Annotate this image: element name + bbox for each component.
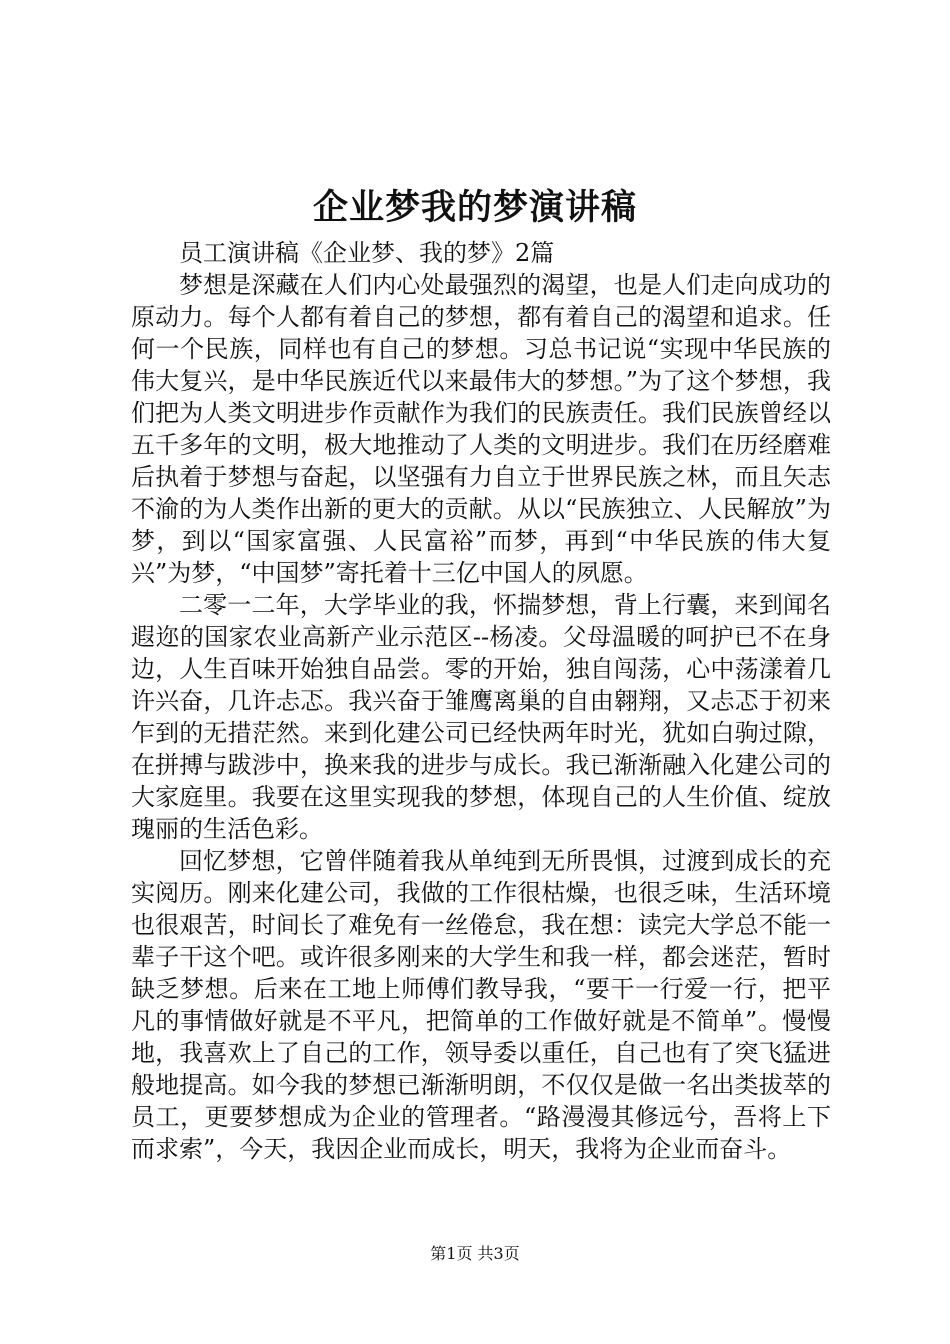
document-title: 企业梦我的梦演讲稿 <box>312 187 637 228</box>
body-paragraph: 回忆梦想，它曾伴随着我从单纯到无所畏惧，过渡到成长的充实阅历。刚来化建公司，我做的工作很枯燥，也很乏味，生活环境也很艰苦，时间长了难免有一丝倦怠，我在想：读完大学总不能一辈子干这个吧。或许很多刚来的大学生和我一样，都会迷茫，暂时缺乏梦想。后来在工地上师傅们教导我，“要干一行爱一行，把平凡的事情做好就是不平凡，把简单的工作做好就是不简单”。慢慢地，我喜欢上了自己的工作，领导委以重任，自己也有了突飞猛进般地提高。如今我的梦想已渐渐明朗，不仅仅是做一名出类拔萃的员工，更要梦想成为企业的管理者。“路漫漫其修远兮，吾将上下而求索”，今天，我因企业而成长，明天，我将为企业而奋斗。 <box>131 847 831 1163</box>
document-body <box>131 237 831 1165</box>
body-paragraph: 梦想是深藏在人们内心处最强烈的渴望，也是人们走向成功的原动力。每个人都有着自己的梦想，都有着自己的渴望和追求。任何一个民族，同样也有自己的梦想。习总书记说“实现中华民族的伟大复兴，是中华民族近代以来最伟大的梦想。”为了这个梦想，我们把为人类文明进步作贡献作为我们的民族责任。我们民族曾经以五千多年的文明，极大地推动了人类的文明进步。我们在历经磨难后执着于梦想与奋起，以坚强有力自立于世界民族之林，而且矢志不渝的为人类作出新的更大的贡献。从以“民族独立、人民解放”为梦，到以“国家富强、人民富裕”而梦，再到“中华民族的伟大复兴”为梦，“中国梦”寄托着十三亿中国人的夙愿。 <box>131 271 831 587</box>
body-paragraph: 二零一二年，大学毕业的我，怀揣梦想，背上行囊，来到闻名遐迩的国家农业高新产业示范区--杨凌。父母温暖的呵护已不在身边，人生百味开始独自品尝。零的开始，独自闯荡，心中荡漾着几许兴奋，几许忐忑。我兴奋于雏鹰离巢的自由翱翔，又忐忑于初来乍到的无措茫然。来到化建公司已经快两年时光，犹如白驹过隙，在拼搏与跋涉中，换来我的进步与成长。我已渐渐融入化建公司的大家庭里。我要在这里实现我的梦想，体现自己的人生价值、绽放瑰丽的生活色彩。 <box>131 591 831 843</box>
document-subtitle: 员工演讲稿《企业梦、我的梦》2篇 <box>179 239 555 267</box>
page-footer: 第1页 共3页 <box>430 1244 520 1263</box>
